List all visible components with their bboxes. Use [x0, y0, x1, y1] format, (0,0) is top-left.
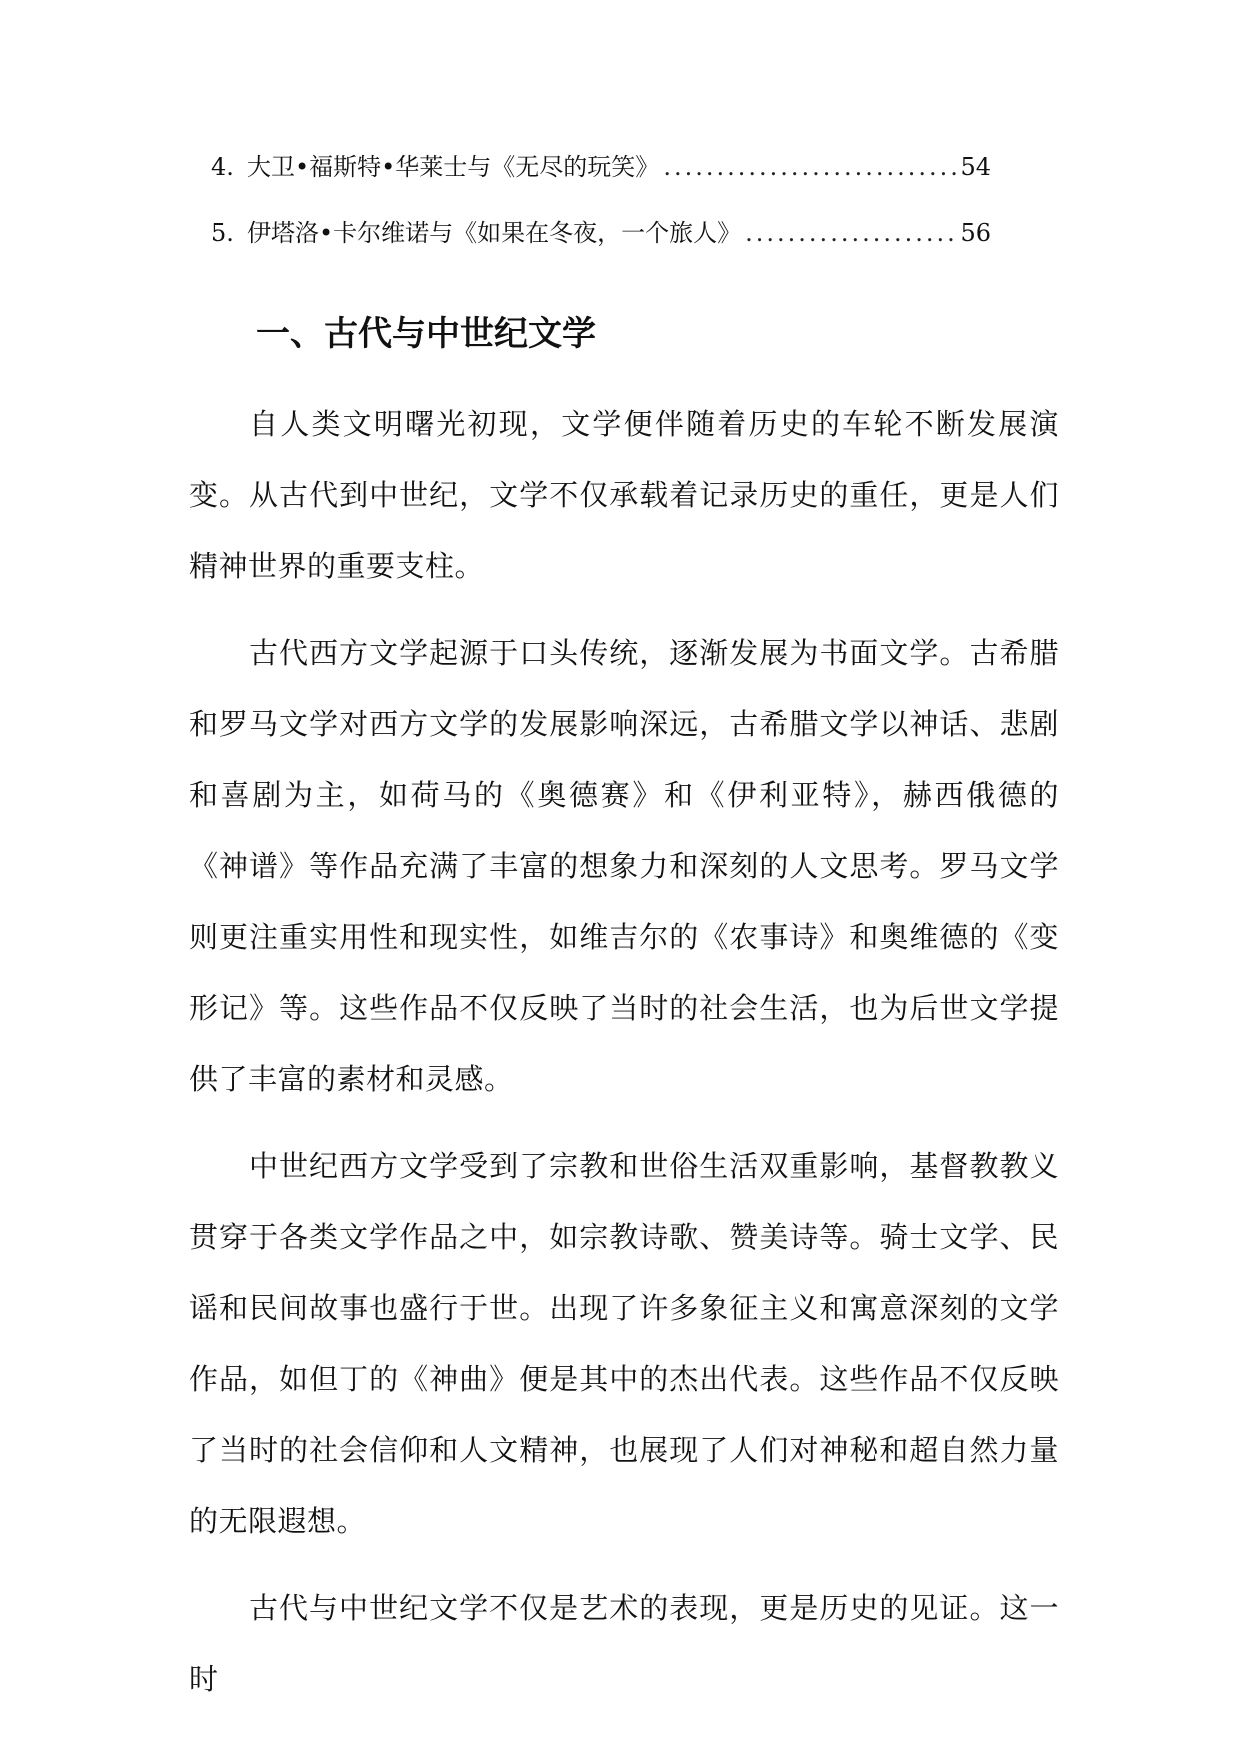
paragraph: 中世纪西方文学受到了宗教和世俗生活双重影响，基督教教义贯穿于各类文学作品之中，如宗教诗歌、赞美诗等。骑士文学、民谣和民间故事也盛行于世。出现了许多象征主义和寓意深刻的文学作品，如但丁的《神曲》便是其中的杰出代表。这些作品不仅反映了当时的社会信仰和人文精神，也展现了人们对神秘和超自然力量的无限遐想。: [189, 1149, 1059, 1538]
toc-entry-number: 5.: [211, 219, 234, 247]
paragraph: 自人类文明曙光初现，文学便伴随着历史的车轮不断发展演变。从古代到中世纪，文学不仅承载着记录历史的重任，更是人们精神世界的重要支柱。: [189, 407, 1059, 583]
toc-dot-leader: [663, 147, 956, 187]
toc-dot-leader: [745, 213, 956, 253]
toc-entry-title: 大卫•福斯特•华莱士与《无尽的玩笑》: [247, 153, 660, 181]
paragraph: 古代西方文学起源于口头传统，逐渐发展为书面文学。古希腊和罗马文学对西方文学的发展影响深远，古希腊文学以神话、悲剧和喜剧为主，如荷马的《奥德赛》和《伊利亚特》，赫西俄德的《神谱》等作品充满了丰富的想象力和深刻的人文思考。罗马文学则更注重实用性和现实性，如维吉尔的《农事诗》和奥维德的《变形记》等。这些作品不仅反映了当时的社会生活，也为后世文学提供了丰富的素材和灵感。: [189, 636, 1059, 1096]
paragraph: 古代与中世纪文学不仅是艺术的表现，更是历史的见证。这一时: [189, 1591, 1059, 1696]
toc-entry-number: 4.: [211, 153, 234, 181]
toc-entry-page: 56: [960, 219, 991, 247]
toc-entry-title: 伊塔洛•卡尔维诺与《如果在冬夜，一个旅人》: [247, 219, 742, 247]
toc-entry[interactable]: [211, 147, 991, 213]
table-of-contents: [211, 147, 991, 279]
toc-entry[interactable]: [211, 213, 991, 279]
section-heading: 一、古代与中世纪文学: [256, 314, 596, 354]
section-body: [189, 389, 1059, 1731]
toc-entry-page: 54: [960, 153, 991, 181]
